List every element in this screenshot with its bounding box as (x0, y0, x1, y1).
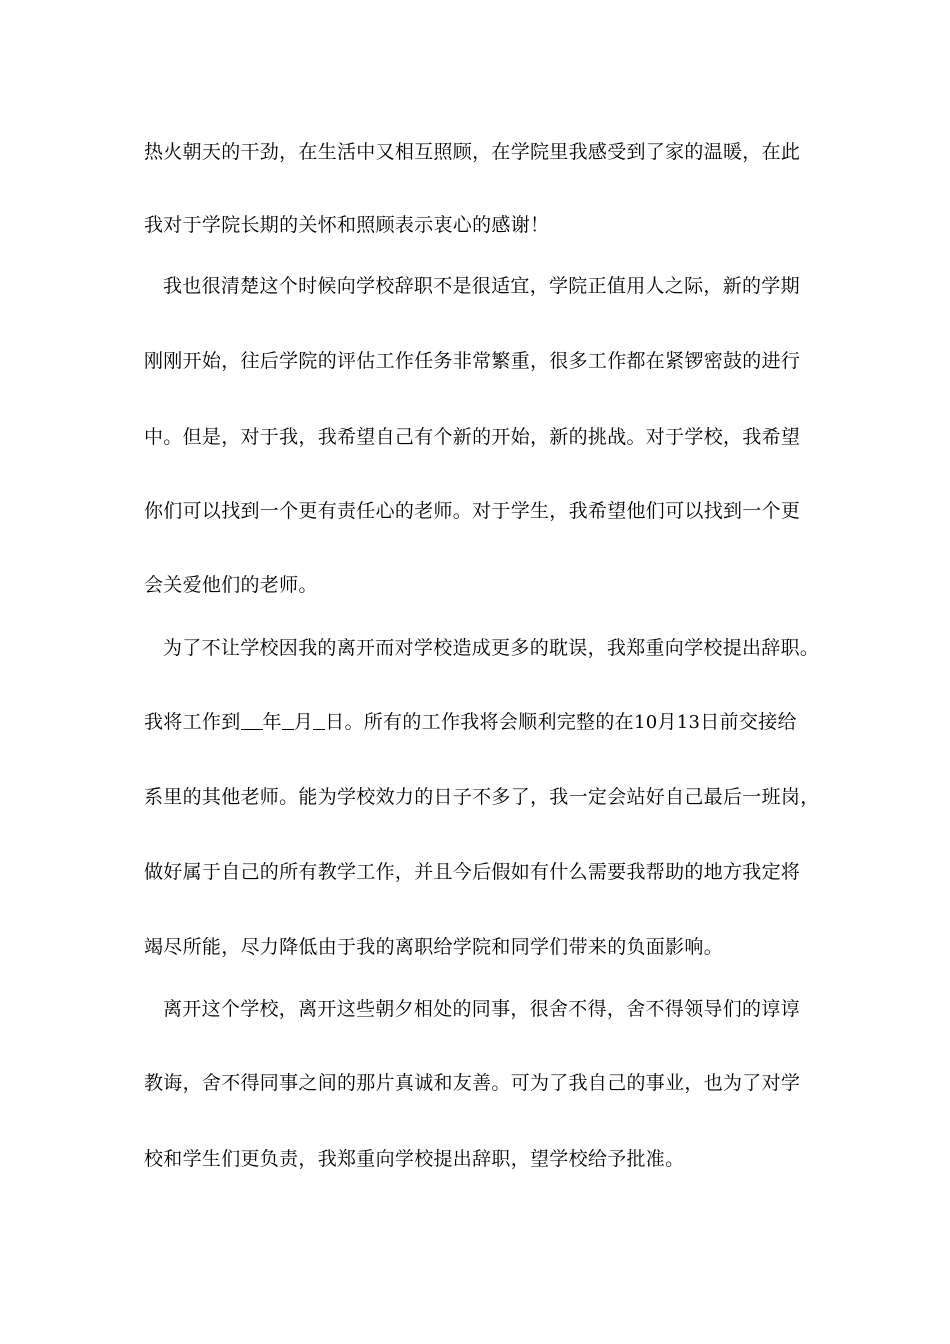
text-segment: 月 (657, 711, 677, 733)
blank-day-field (313, 711, 325, 730)
paragraph-line-12: 竭尽所能，尽力降低由于我的离职给学院和同学们带来的负面影响。 (144, 936, 724, 958)
paragraph-line-14: 教诲，舍不得同事之间的那片真诚和友善。可为了我自己的事业，也为了对学 (144, 1072, 801, 1094)
text-segment: 年 (262, 711, 282, 733)
paragraph-line-13: 离开这个学校，离开这些朝夕相处的同事，很舍不得，舍不得领导们的谆谆 (163, 998, 800, 1020)
text-segment: 我将工作到 (144, 711, 241, 733)
text-segment: 日。所有的工作我将会顺利完整的在 (325, 711, 634, 733)
blank-month-field (282, 711, 294, 730)
paragraph-line-2: 我对于学院长期的关怀和照顾表示衷心的感谢！ (144, 214, 550, 236)
paragraph-line-10: 系里的其他老师。能为学校效力的日子不多了，我一定会站好自己最后一班岗， (144, 786, 820, 808)
paragraph-line-15: 校和学生们更负责，我郑重向学校提出辞职，望学校给予批准。 (144, 1148, 685, 1170)
month-number: 10 (633, 712, 658, 733)
paragraph-line-3: 我也很清楚这个时候向学校辞职不是很适宜，学院正值用人之际，新的学期 (163, 275, 800, 297)
day-number: 13 (676, 712, 701, 733)
paragraph-line-9 (144, 706, 824, 738)
paragraph-line-11: 做好属于自己的所有教学工作，并且今后假如有什么需要我帮助的地方我定将 (144, 861, 801, 883)
paragraph-line-4: 刚刚开始，往后学院的评估工作任务非常繁重，很多工作都在紧锣密鼓的进行 (144, 350, 801, 372)
blank-year-field (241, 711, 263, 730)
paragraph-line-5: 中。但是，对于我，我希望自己有个新的开始，新的挑战。对于学校，我希望 (144, 426, 801, 448)
paragraph-line-7: 会关爱他们的老师。 (144, 574, 318, 596)
paragraph-line-1: 热火朝天的干劲，在生活中又相互照顾，在学院里我感受到了家的温暖，在此 (144, 141, 801, 163)
text-segment: 日前交接给 (700, 711, 797, 733)
text-segment: 月 (293, 711, 314, 733)
paragraph-line-8: 为了不让学校因我的离开而对学校造成更多的耽误，我郑重向学校提出辞职。 (163, 637, 820, 659)
paragraph-line-6: 你们可以找到一个更有责任心的老师。对于学生，我希望他们可以找到一个更 (144, 500, 801, 522)
